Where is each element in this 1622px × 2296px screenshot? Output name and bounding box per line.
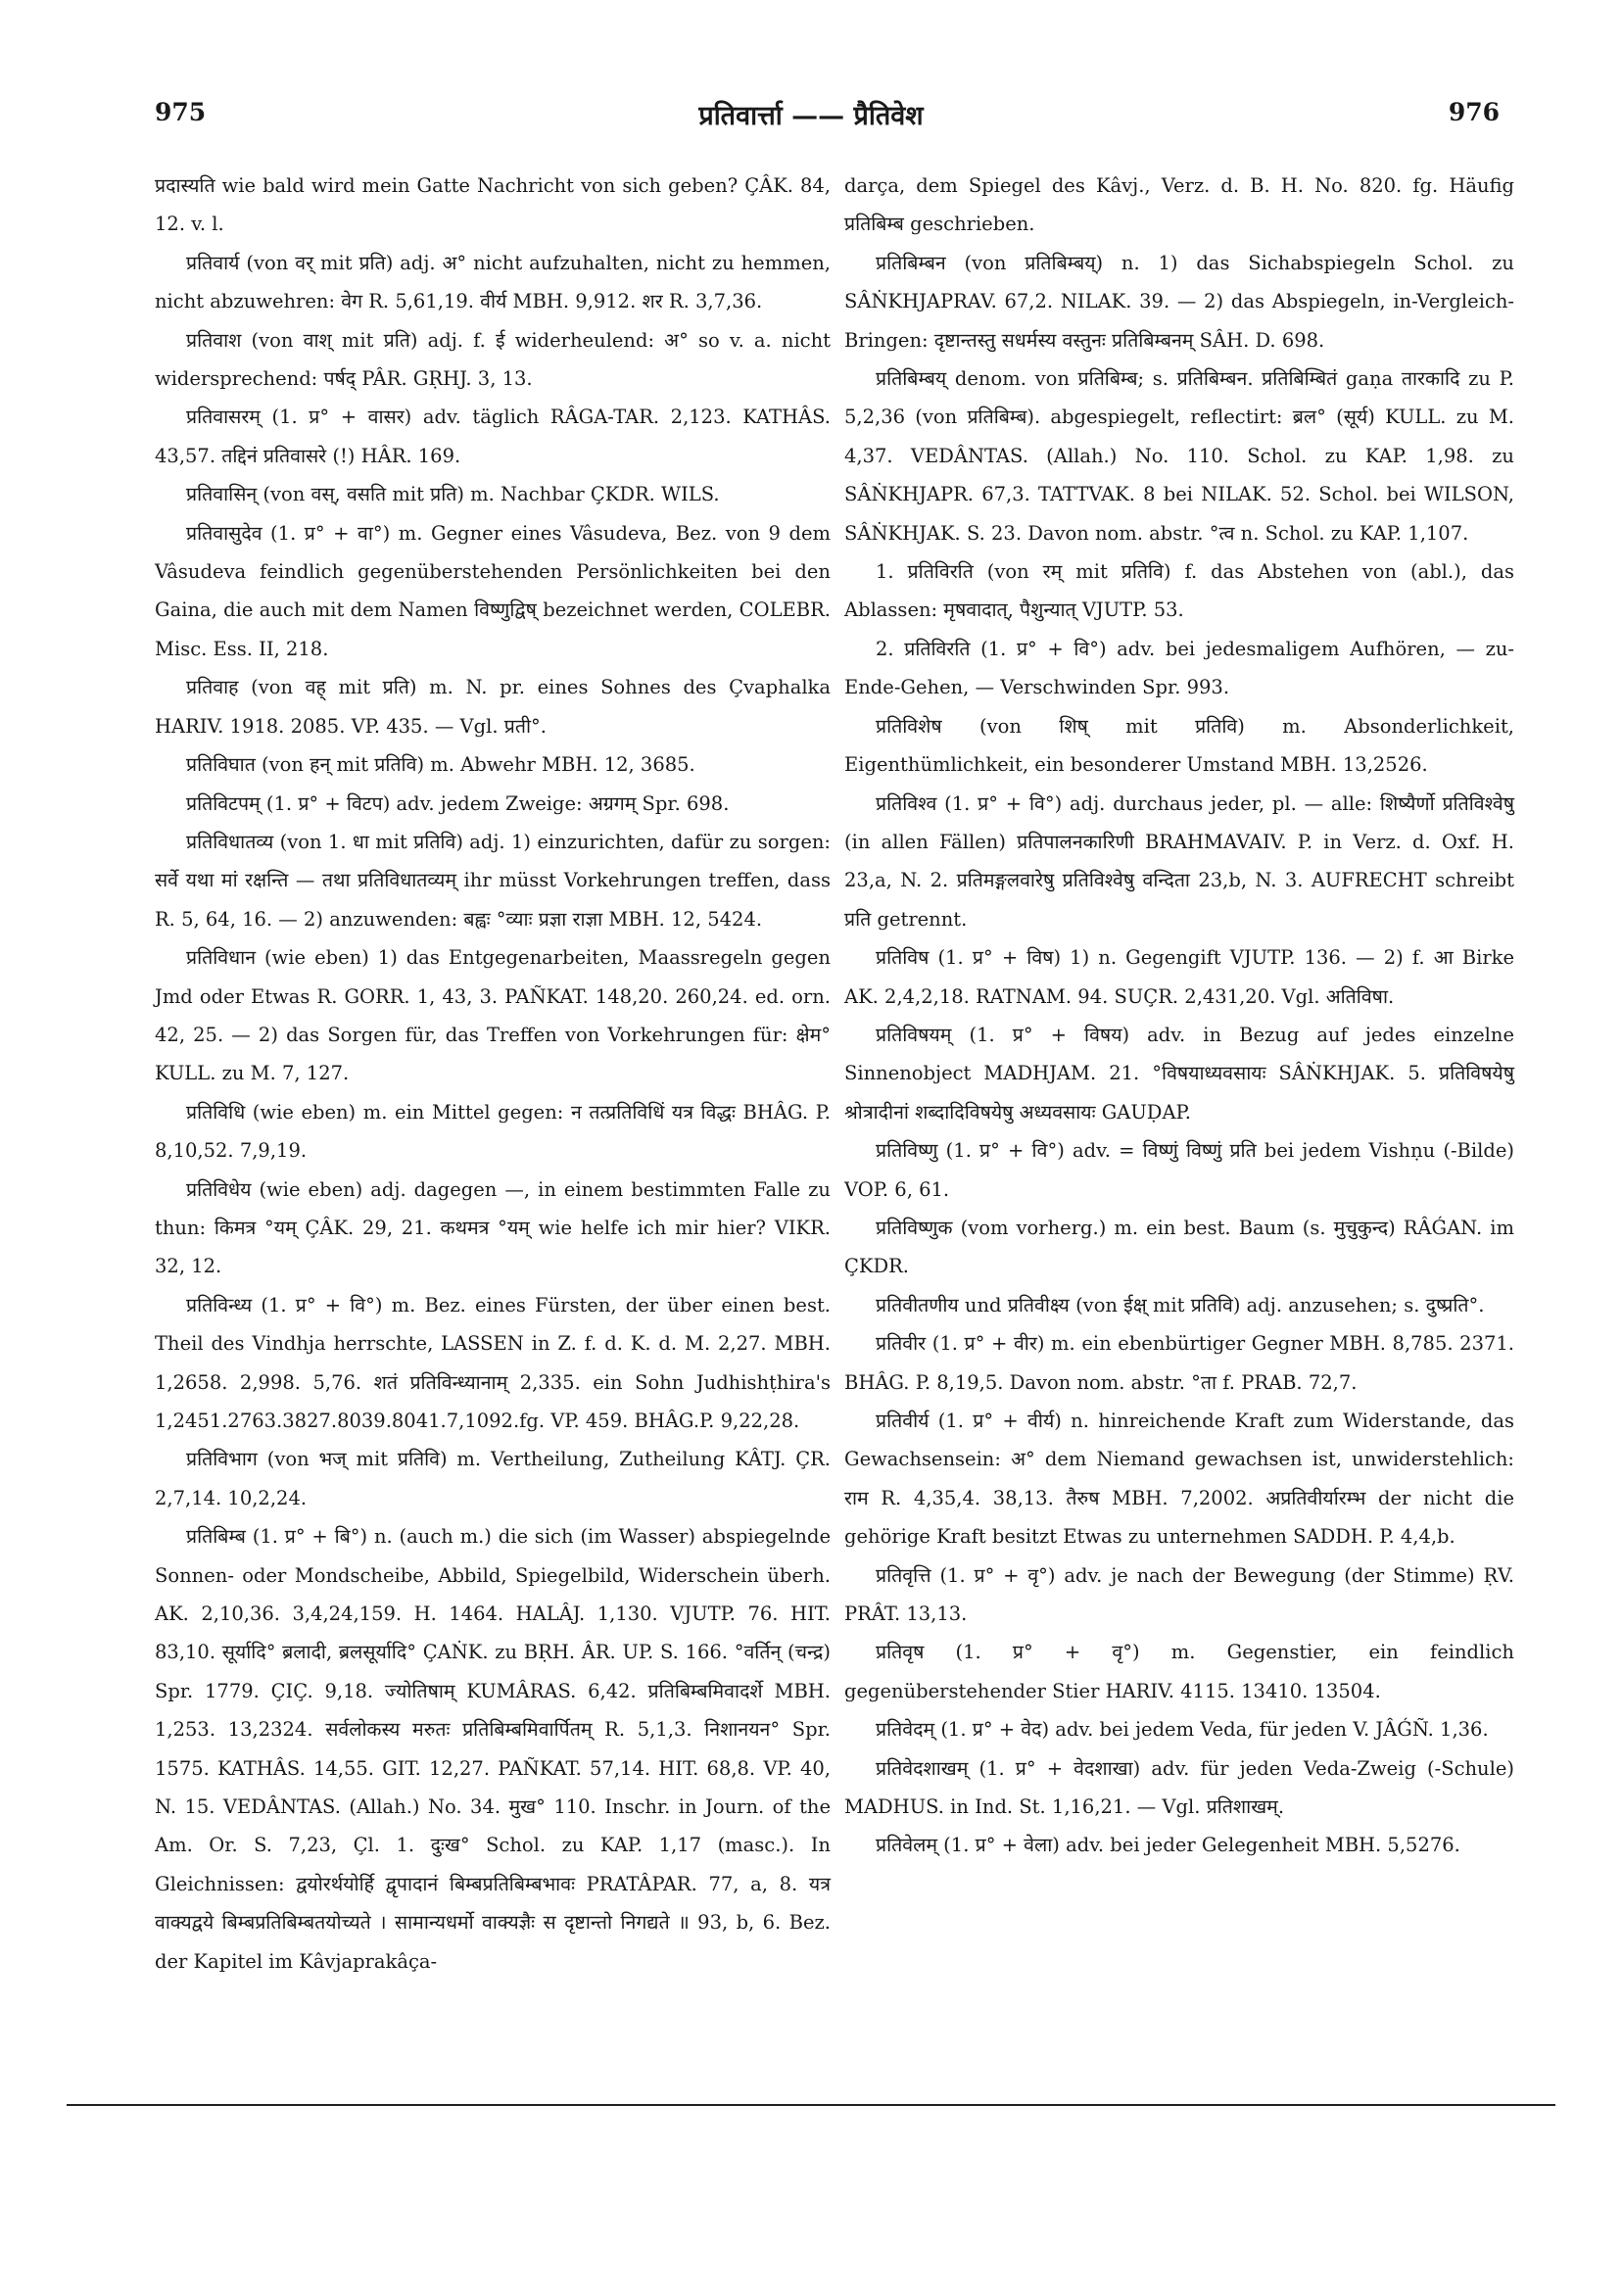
running-head: प्रतिवार्त्ता —— प्रैतिवेश	[698, 101, 924, 131]
dictionary-entry: प्रतिवेदशाखम् (1. प्र° + वेदशाखा) adv. für jeden Veda-Zweig (-Schule) MADHUS. in Ind. St. 1,16,21. — Vgl. प्रतिशाखम्.	[844, 1756, 1514, 1819]
dictionary-entry: प्रतिवाह (von वह् mit प्रति) m. N. pr. eines Sohnes des Çvaphalka HARIV. 1918. 2085. VP. 435. — Vgl. प्रती°.	[155, 676, 831, 738]
dictionary-entry: प्रतिवार्य (von वर् mit प्रति) adj. अ° nicht aufzuhalten, nicht zu hemmen, nicht abzuwehren: वेग R. 5,61,19. वीर्य MBH. 9,912. शर R. 3,7,36.	[155, 251, 831, 313]
dictionary-entry: प्रतिबिम्बन (von प्रतिबिम्बय्) n. 1) das Sichabspiegeln Schol. zu SÂṄKHJAPRAV. 67,2. NILAK. 39. — 2) das Abspiegeln, in-Vergleich-Bringen: दृष्टान्तस्तु सधर्मस्य वस्तुनः प्रतिबिम्बनम् SÂH. D. 698.	[844, 251, 1514, 352]
bottom-rule	[67, 2104, 1555, 2106]
dictionary-entry: प्रतिवृत्ति (1. प्र° + वृ°) adv. je nach der Bewegung (der Stimme) ṚV. PRÂT. 13,13.	[844, 1563, 1514, 1626]
dictionary-entry: प्रतिविष्णु (1. प्र° + वि°) adv. = विष्णुं विष्णुं प्रति bei jedem Vishṇu (-Bilde) VOP. 6, 61.	[844, 1139, 1514, 1201]
right-column	[844, 167, 1514, 1865]
page-number-right: 976	[1448, 98, 1500, 126]
dictionary-entry: प्रतिवीर (1. प्र° + वीर) m. ein ebenbürtiger Gegner MBH. 8,785. 2371. BHÂG. P. 8,19,5. Davon nom. abstr. °ता f. PRAB. 72,7.	[844, 1332, 1514, 1394]
dictionary-entry: प्रतिवेदम् (1. प्र° + वेद) adv. bei jedem Veda, für jeden V. JÂǴÑ. 1,36.	[876, 1718, 1489, 1742]
dictionary-entry: प्रतिबिम्ब (1. प्र° + बि°) n. (auch m.) die sich (im Wasser) abspiegelnde Sonnen- oder Mondscheibe, Abbild, Spiegelbild, Widerschein überh. AK. 2,10,36. 3,4,24,159. H. 1464. HALÂJ. 1,130. VJUTP. 76. HIT. 83,10. सूर्यादि° ब्रलादी, ब्रलसूर्यादि° ÇAṄK. zu BṚH. ÂR. UP. S. 166. °वर्तिन् (चन्द्र) Spr. 1779. ÇIÇ. 9,18. ज्योतिषाम् KUMÂRAS. 6,42. प्रतिबिम्बमिवादर्शे MBH. 1,253. 13,2324. सर्वलोकस्य मरुतः प्रतिबिम्बमिवार्पितम् R. 5,1,3. निशानयन° Spr. 1575. KATHÂS. 14,55. GIT. 12,27. PAÑKAT. 57,14. HIT. 68,8. VP. 40, N. 15. VEDÂNTAS. (Allah.) No. 34. मुख° 110. Inschr. in Journ. of the Am. Or. S. 7,23, Çl. 1. दुःख° Schol. zu KAP. 1,17 (masc.). In Gleichnissen: द्वयोरर्थयोर्हि द्वृपादानं बिम्बप्रतिबिम्बभावः PRATÂPAR. 77, a, 8. यत्र वाक्यद्वये बिम्बप्रतिबिम्बतयोच्यते । सामान्यधर्मो वाक्यज्ञैः स दृष्टान्तो निगद्यते ॥ 93, b, 6. Bez. der Kapitel im Kâvjaprakâça-	[155, 1525, 831, 1973]
dictionary-entry: प्रतिवासिन् (von वस्, वसति mit प्रति) m. Nachbar ÇKDR. WILS.	[186, 483, 720, 506]
left-column	[155, 167, 831, 1981]
dictionary-entry: प्रतिविधि (wie eben) m. ein Mittel gegen: न तत्प्रतिविधिं यत्र विद्धः BHÂG. P. 8,10,52. 7,9,19.	[155, 1100, 831, 1163]
dictionary-entry: प्रतिवृष (1. प्र° + वृ°) m. Gegenstier, ein feindlich gegenüberstehender Stier HARIV. 4115. 13410. 13504.	[844, 1641, 1514, 1702]
dictionary-entry: प्रतिवेलम् (1. प्र° + वेला) adv. bei jeder Gelegenheit MBH. 5,5276.	[876, 1834, 1460, 1857]
dictionary-entry: प्रतिविभाग (von भज् mit प्रतिवि) m. Vertheilung, Zutheilung KÂTJ. ÇR. 2,7,14. 10,2,24.	[155, 1448, 831, 1509]
dictionary-entry: प्रतिविधातव्य (von 1. धा mit प्रतिवि) adj. 1) einzurichten, dafür zu sorgen: सर्वे यथा मां रक्षन्ति — तथा प्रतिविधातव्यम् ihr müsst Vorkehrungen treffen, dass R. 5, 64, 16. — 2) anzuwenden: बह्वः °व्याः प्रज्ञा राज्ञा MBH. 12, 5424.	[155, 830, 831, 931]
dictionary-entry: प्रतिवाश (von वाश् mit प्रति) adj. f. ई widerheulend: अ° so v. a. nicht widersprechend: पर्षद् PÂR. GṚHJ. 3, 13.	[155, 328, 831, 391]
dictionary-entry: प्रतिविन्ध्य (1. प्र° + वि°) m. Bez. eines Fürsten, der über einen best. Theil des Vindhja herrschte, LASSEN in Z. f. d. K. d. M. 2,27. MBH. 1,2658. 2,998. 5,76. शतं प्रतिविन्ध्यानाम् 2,335. ein Sohn Judhishṭhira's 1,2451.2763.3827.8039.8041.7,1092.fg. VP. 459. BHÂG.P. 9,22,28.	[155, 1293, 831, 1432]
dictionary-entry: प्रतिवीतणीय und प्रतिवीक्ष्य (von ईक्ष् mit प्रतिवि) adj. anzusehen; s. दुष्प्रति°.	[876, 1293, 1485, 1316]
dictionary-entry: प्रदास्यति wie bald wird mein Gatte Nachricht von sich geben? ÇÂK. 84, 12. v. l.	[155, 174, 831, 236]
dictionary-entry: प्रतिविश्व (1. प्र° + वि°) adj. durchaus jeder, pl. — alle: शिष्यैर्णो प्रतिविश्वेषु (in allen Fällen) प्रतिपालनकारिणी BRAHMAVAIV. P. in Verz. d. Oxf. H. 23,a, N. 2. प्रतिमङ्गलवारेषु प्रतिविश्वेषु वन्दिता 23,b, N. 3. AUFRECHT schreibt प्रति getrennt.	[844, 791, 1514, 931]
page-number-left: 975	[155, 98, 207, 126]
dictionary-entry: प्रतिविष्णुक (vom vorherg.) m. ein best. Baum (s. मुचुकुन्द) RÂǴAN. im ÇKDR.	[844, 1216, 1514, 1278]
dictionary-entry: प्रतिविष (1. प्र° + विष) 1) n. Gegengift VJUTP. 136. — 2) f. आ Birke AK. 2,4,2,18. RATNAM. 94. SUÇR. 2,431,20. Vgl. अतिविषा.	[844, 946, 1514, 1008]
dictionary-entry: 2. प्रतिविरति (1. प्र° + वि°) adv. bei jedesmaligem Aufhören, — zu-Ende-Gehen, — Verschwinden Spr. 993.	[844, 637, 1514, 699]
dictionary-entry: प्रतिविशेष (von शिष् mit प्रतिवि) m. Absonderlichkeit, Eigenthümlichkeit, ein besonderer Umstand MBH. 13,2526.	[844, 714, 1514, 777]
dictionary-entry: प्रतिविधान (wie eben) 1) das Entgegenarbeiten, Maassregeln gegen Jmd oder Etwas R. GORR. 1, 43, 3. PAÑKAT. 148,20. 260,24. ed. orn. 42, 25. — 2) das Sorgen für, das Treffen von Vorkehrungen für: क्षेम° KULL. zu M. 7, 127.	[155, 946, 831, 1085]
dictionary-entry: प्रतिविटपम् (1. प्र° + विटप) adv. jedem Zweige: अग्रगम् Spr. 698.	[186, 791, 730, 815]
dictionary-entry: प्रतिविधेय (wie eben) adj. dagegen —, in einem bestimmten Falle zu thun: किमत्र °यम् ÇÂK. 29, 21. कथमत्र °यम् wie helfe ich mir hier? VIKR. 32, 12.	[155, 1177, 831, 1278]
dictionary-entry: 1. प्रतिविरति (von रम् mit प्रतिवि) f. das Abstehen von (abl.), das Ablassen: मृषवादात्, पैशुन्यात् VJUTP. 53.	[844, 560, 1514, 622]
dictionary-entry: प्रतिविषयम् (1. प्र° + विषय) adv. in Bezug auf jedes einzelne Sinnenobject MADHJAM. 21. °विषयाध्यवसायः SÂṄKHJAK. 5. प्रतिविषयेषु श्रोत्रादीनां शब्दादिविषयेषु अध्यवसायः GAUḌAP.	[844, 1023, 1514, 1124]
dictionary-entry: प्रतिविघात (von हन् mit प्रतिवि) m. Abwehr MBH. 12, 3685.	[186, 753, 695, 777]
dictionary-entry: प्रतिबिम्बय् denom. von प्रतिबिम्ब; s. प्रतिबिम्बन. प्रतिबिम्बितं gaṇa तारकादि zu P. 5,2,36 (von प्रतिबिम्ब). abgespiegelt, reflectirt: ब्रल° (सूर्य) KULL. zu M. 4,37. VEDÂNTAS. (Allah.) No. 110. Schol. zu KAP. 1,98. zu SÂṄKHJAPR. 67,3. TATTVAK. 8 bei NILAK. 52. Schol. bei WILSON, SÂṄKHJAK. S. 23. Davon nom. abstr. °त्व n. Schol. zu KAP. 1,107.	[844, 367, 1514, 545]
dictionary-entry: darça, dem Spiegel des Kâvj., Verz. d. B. H. No. 820. fg. Häufig प्रतिबिम्ब geschrieben.	[844, 174, 1514, 236]
dictionary-entry: प्रतिवासरम् (1. प्र° + वासर) adv. täglich RÂGA-TAR. 2,123. KATHÂS. 43,57. तद्दिनं प्रतिवासरे (!) HÂR. 169.	[155, 406, 831, 467]
dictionary-entry: प्रतिवीर्य (1. प्र° + वीर्य) n. hinreichende Kraft zum Widerstande, das Gewachsensein: अ° dem Niemand gewachsen ist, unwiderstehlich: राम R. 4,35,4. 38,13. तैरुष MBH. 7,2002. अप्रतिवीर्यारम्भ der nicht die gehörige Kraft besitzt Etwas zu unternehmen SADDH. P. 4,4,b.	[844, 1410, 1514, 1549]
dictionary-entry: प्रतिवासुदेव (1. प्र° + वा°) m. Gegner eines Vâsudeva, Bez. von 9 dem Vâsudeva feindlich gegenüberstehenden Persönlichkeiten bei den Gaina, die auch mit dem Namen विष्णुद्विष् bezeichnet werden, COLEBR. Misc. Ess. II, 218.	[155, 521, 831, 660]
